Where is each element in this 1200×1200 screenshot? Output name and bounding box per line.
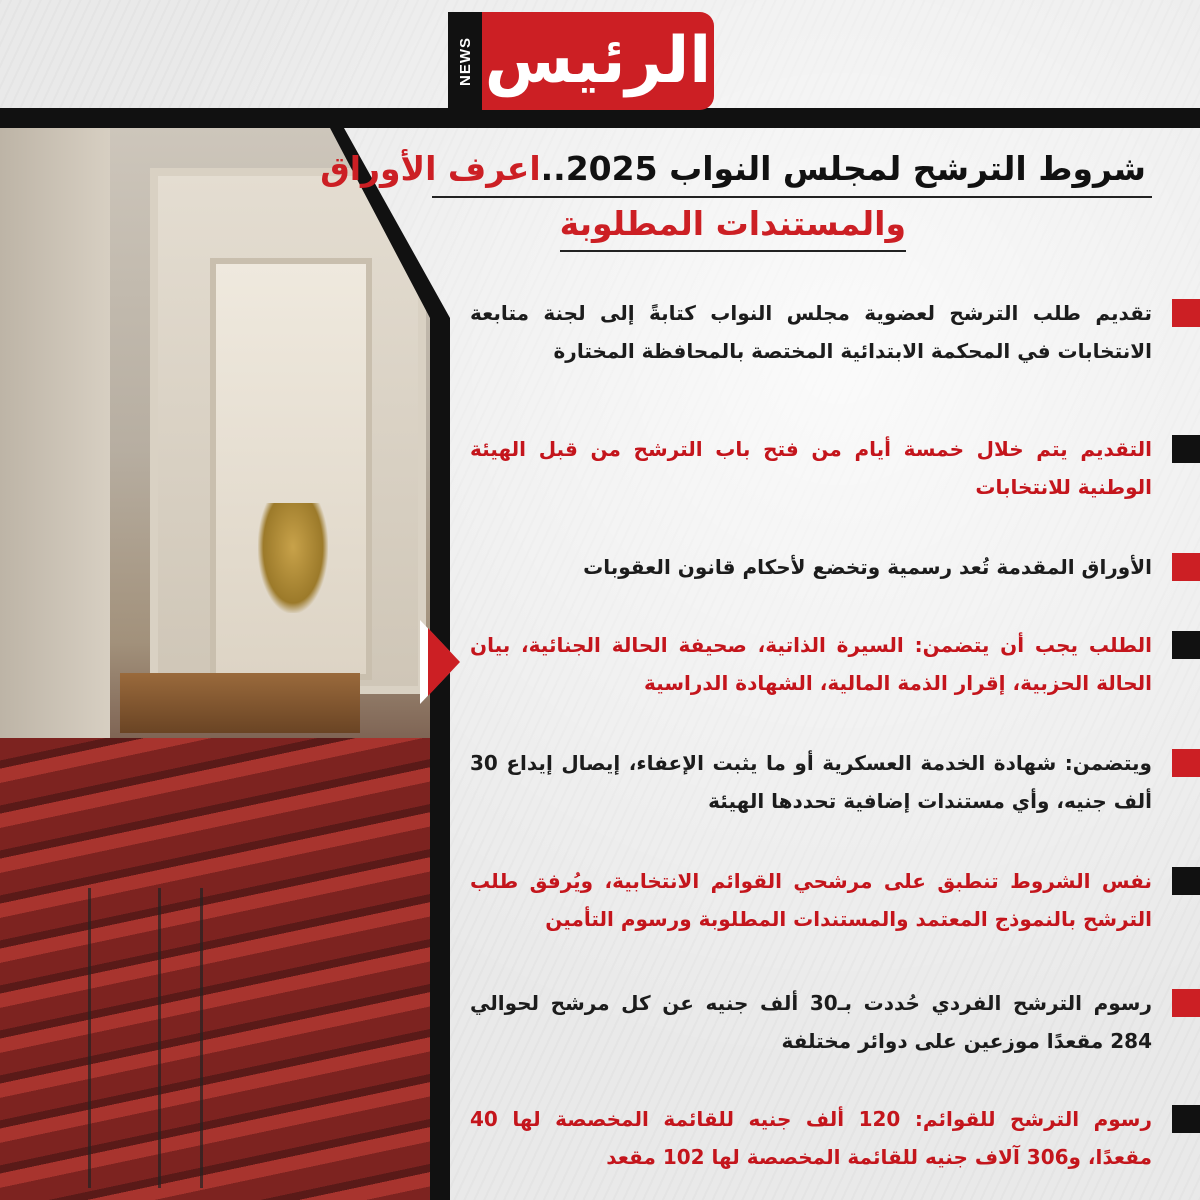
bullet-square-icon: [1172, 867, 1200, 895]
title-black-part: شروط الترشح لمجلس النواب 2025..: [540, 149, 1146, 188]
list-item: [470, 294, 1200, 370]
list-item-text: رسوم الترشح الفردي حُددت بـ30 ألف جنيه عن كل مرشح لحوالي 284 مقعدًا موزعين على دوائر مختلفة: [470, 991, 1152, 1053]
list-item: [470, 548, 1200, 586]
list-item-text: الطلب يجب أن يتضمن: السيرة الذاتية، صحيفة الحالة الجنائية، بيان الحالة الحزبية، إقرار الذمة المالية، الشهادة الدراسية: [470, 633, 1152, 695]
photo-microphones: [40, 888, 400, 1188]
logo-news-tag: [448, 12, 482, 110]
list-item: [470, 984, 1200, 1060]
title-line-1: [320, 142, 1152, 198]
list-item: [470, 744, 1200, 820]
parliament-photo: [0, 128, 460, 1200]
photo-pillar: [0, 128, 110, 748]
photo-dais: [120, 673, 360, 733]
brand-logo[interactable]: [448, 12, 714, 110]
list-item-text: ويتضمن: شهادة الخدمة العسكرية أو ما يثبت الإعفاء، إيصال إيداع 30 ألف جنيه، وأي مستندات إضافية تحددها الهيئة: [470, 751, 1152, 813]
logo-news-text: NEWS: [456, 36, 474, 86]
list-item-text: التقديم يتم خلال خمسة أيام من فتح باب الترشح من قبل الهيئة الوطنية للانتخابات: [470, 437, 1152, 499]
list-item: [470, 430, 1200, 506]
list-item: [470, 862, 1200, 938]
photo-wall-panel: [210, 258, 372, 680]
bullet-square-icon: [1172, 299, 1200, 327]
bullet-square-icon: [1172, 553, 1200, 581]
bullet-square-icon: [1172, 435, 1200, 463]
conditions-list: [470, 290, 1200, 1190]
title-line-2: والمستندات المطلوبة: [560, 198, 906, 252]
list-item: [470, 1100, 1200, 1176]
list-item-text: تقديم طلب الترشح لعضوية مجلس النواب كتابةً إلى لجنة متابعة الانتخابات في المحكمة الابتدائية المختصة بالمحافظة المختارة: [470, 301, 1152, 363]
pointer-arrow-icon: [428, 628, 460, 696]
logo-wordmark: [482, 12, 714, 110]
bullet-square-icon: [1172, 749, 1200, 777]
eagle-emblem-icon: [258, 503, 328, 613]
page-title: [320, 142, 1152, 252]
list-item: [470, 626, 1200, 702]
bullet-square-icon: [1172, 631, 1200, 659]
title-red-part: اعرف الأوراق: [320, 149, 541, 188]
bullet-square-icon: [1172, 989, 1200, 1017]
logo-wordmark-text: الرئيس: [484, 24, 712, 98]
list-item-text: رسوم الترشح للقوائم: 120 ألف جنيه للقائمة المخصصة لها 40 مقعدًا، و306 آلاف جنيه للقائمة المخصصة لها 102 مقعد: [470, 1107, 1152, 1169]
top-divider-bar: [0, 108, 1200, 128]
list-item-text: نفس الشروط تنطبق على مرشحي القوائم الانتخابية، ويُرفق طلب الترشح بالنموذج المعتمد والمستندات المطلوبة ورسوم التأمين: [470, 869, 1152, 931]
bullet-square-icon: [1172, 1105, 1200, 1133]
list-item-text: الأوراق المقدمة تُعد رسمية وتخضع لأحكام قانون العقوبات: [583, 555, 1152, 579]
